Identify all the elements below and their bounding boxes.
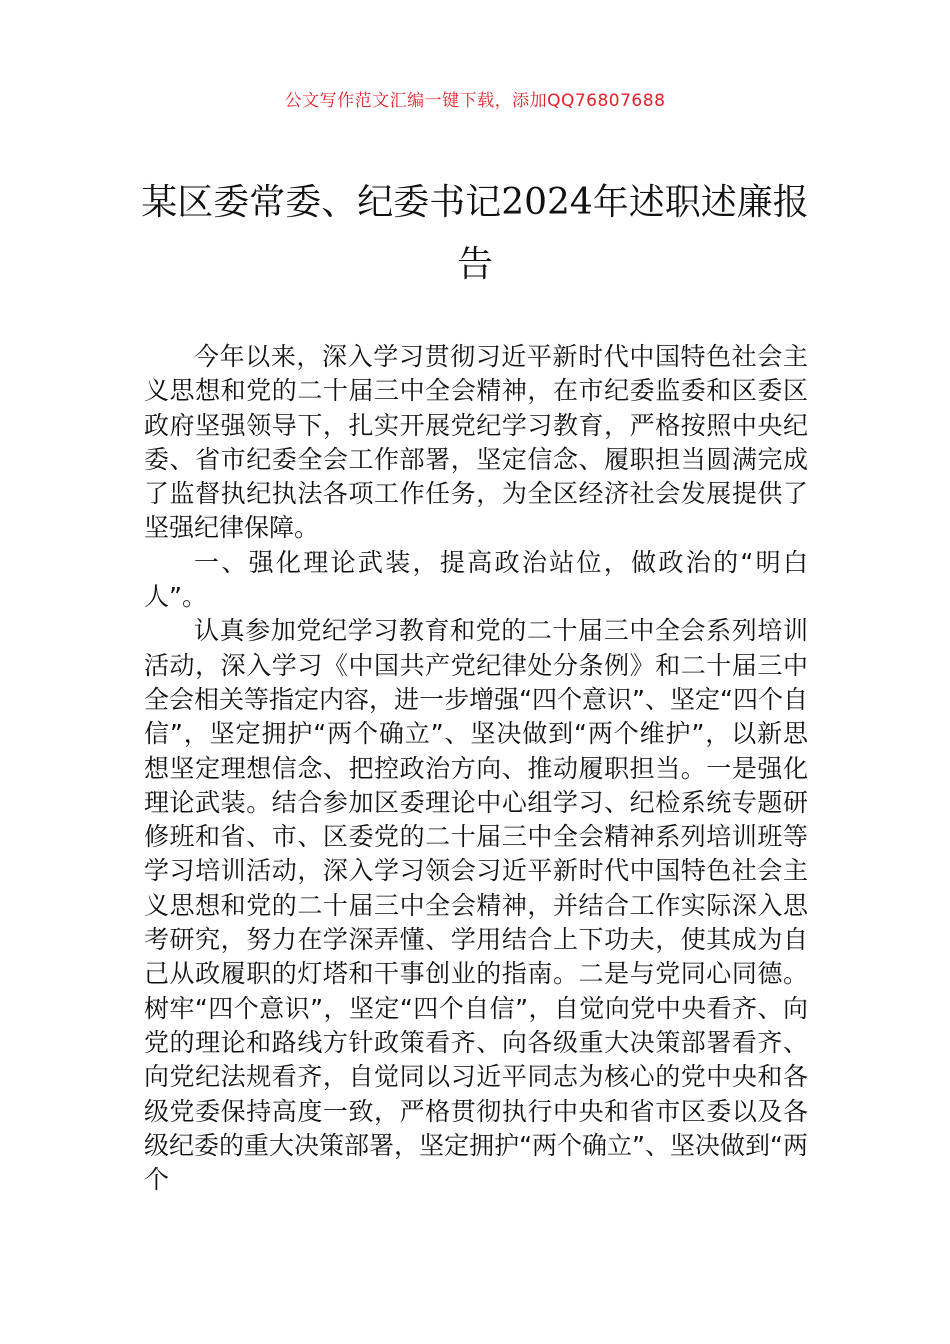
header-note: 公文写作范文汇编一键下载，添加QQ76807688 xyxy=(284,91,666,111)
section-heading-1: 一、强化理论武装，提高政治站位，做政治的“明白人”。 xyxy=(144,547,808,612)
document-title: 某区委常委、纪委书记2024年述职述廉报告 xyxy=(141,182,809,285)
paragraph-section-1: 认真参加党纪学习教育和党的二十届三中全会系列培训活动，深入学习《中国共产党纪律处分条例》和二十届三中全会相关等指定内容，进一步增强“四个意识”、坚定“四个自信”，坚定拥护“两个确立”、坚决做到“两个维护”，以新思想坚定理想信念、把控政治方向、推动履职担当。一是强化理论武装。结合参加区委理论中心组学习、纪检系统专题研修班和省、市、区委党的二十届三中全会精神系列培训班等学习培训活动，深入学习领会习近平新时代中国特色社会主义思想和党的二十届三中全会精神，并结合工作实际深入思考研究，努力在学深弄懂、学用结合上下功夫，使其成为自己从政履职的灯塔和干事创业的指南。二是与党同心同德。树牢“四个意识”，坚定“四个自信”，自觉向党中央看齐、向党的理论和路线方针政策看齐、向各级重大决策部署看齐、向党纪法规看齐，自觉同以习近平同志为核心的党中央和各级党委保持高度一致，严格贯彻执行中央和省市区委以及各级纪委的重大决策部署，坚定拥护“两个确立”、坚决做到“两个 xyxy=(144,616,808,1195)
document-body xyxy=(144,340,808,1197)
paragraph-intro: 今年以来，深入学习贯彻习近平新时代中国特色社会主义思想和党的二十届三中全会精神，在市纪委监委和区委区政府坚强领导下，扎实开展党纪学习教育，严格按照中央纪委、省市纪委全会工作部署，坚定信念、履职担当圆满完成了监督执纪执法各项工作任务，为全区经济社会发展提供了坚强纪律保障。 xyxy=(144,342,808,543)
